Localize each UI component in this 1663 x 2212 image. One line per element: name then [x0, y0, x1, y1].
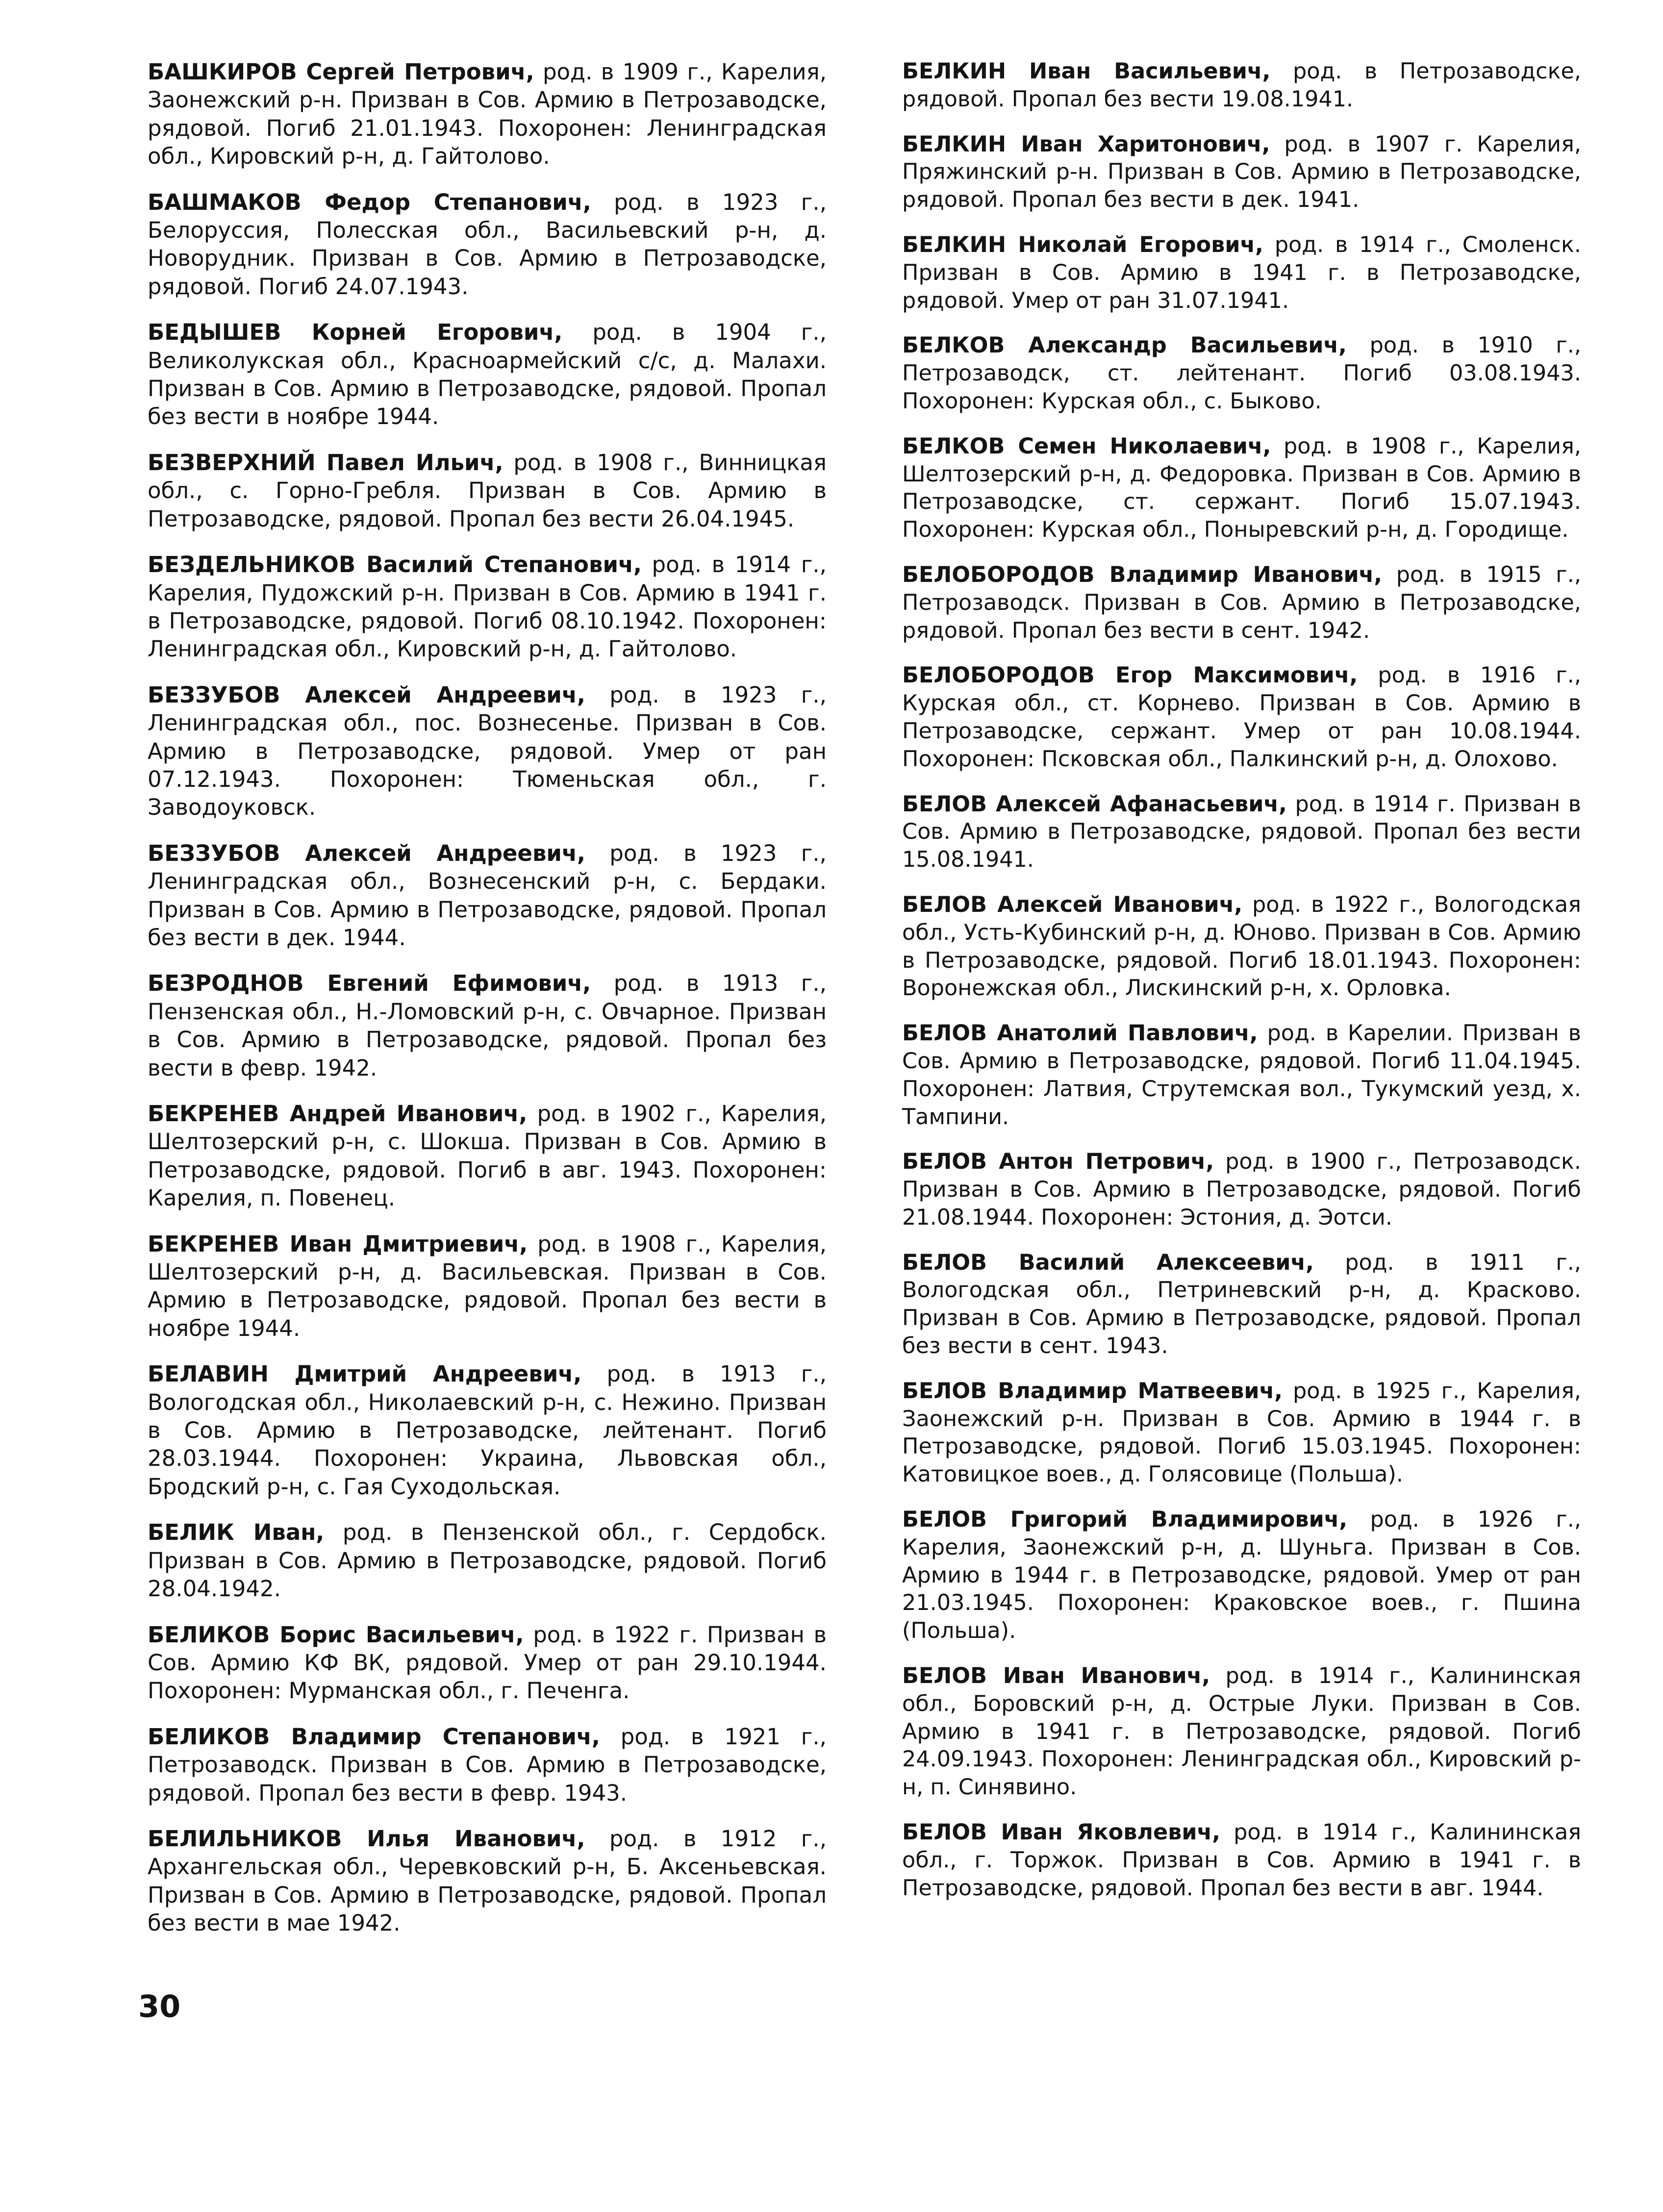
record-entry — [902, 1148, 1581, 1232]
person-name: БЕЛОВ Алексей Афанасьевич, — [902, 791, 1287, 817]
person-name: БЕЗВЕРХНИЙ Павел Ильич, — [148, 449, 504, 476]
person-name: БЕЛОВ Алексей Иванович, — [902, 892, 1243, 917]
record-entry — [902, 1506, 1581, 1645]
record-entry — [148, 58, 827, 171]
record-details: род. в 1922 г. Призван в Сов. Армию КФ ВК, рядовой. Умер от ран 29.10.1944. Похоронен: Мурманская обл., г. Печенга. — [148, 1621, 827, 1704]
person-name: БЕЛИКОВ Владимир Степанович, — [148, 1723, 600, 1750]
record-entry — [148, 1723, 827, 1807]
record-details: род. в 1916 г., Курская обл., ст. Корнево. Призван в Сов. Армию в Петрозаводске, сержант. Умер от ран 10.08.1944. Похоронен: Псковская обл., Палкинский р-н, д. Олохово. — [902, 663, 1581, 772]
record-details: род. в Пензенской обл., г. Сердобск. Призван в Сов. Армию в Петрозаводске, рядовой. Погиб 28.04.1942. — [148, 1519, 827, 1602]
record-details: род. в 1921 г., Петрозаводск. Призван в Сов. Армию в Петрозаводске, рядовой. Пропал без вести в февр. 1943. — [148, 1723, 827, 1806]
record-details: род. в 1915 г., Петрозаводск. Призван в Сов. Армию в Петрозаводске, рядовой. Пропал без вести в сент. 1942. — [902, 562, 1581, 643]
person-name: БЕДЫШЕВ Корней Егорович, — [148, 319, 563, 346]
person-name: БЕЛОВ Иван Иванович, — [902, 1663, 1210, 1689]
record-details: род. в 1914 г., Калининская обл., Боровский р-н, д. Острые Луки. Призван в Сов. Армию в 1941 г. в Петрозаводске, рядовой. Погиб 24.09.1943. Похоронен: Ленинградская обл., Кировский р-н, п. Синявино. — [902, 1663, 1582, 1800]
record-entry — [902, 662, 1581, 773]
person-name: БЕЛКОВ Семен Николаевич, — [902, 433, 1271, 459]
person-name: БЕЛОВ Григорий Владимирович, — [902, 1507, 1348, 1533]
record-entry — [148, 551, 827, 663]
record-entry — [148, 188, 827, 301]
record-entry — [902, 1249, 1581, 1360]
record-entry — [902, 1819, 1581, 1902]
record-details: род. в 1923 г., Ленинградская обл., Вознесенский р-н, с. Бердаки. Призван в Сов. Армию в Петрозаводске, рядовой. Пропал без вести в дек. 1944. — [148, 840, 827, 951]
person-name: БЕЛОВ Антон Петрович, — [902, 1149, 1214, 1175]
record-entry — [902, 1662, 1581, 1802]
record-details: род. в 1900 г., Петрозаводск. Призван в Сов. Армию в Петрозаводске, рядовой. Погиб 21.08.1944. Похоронен: Эстония, д. Эотси. — [902, 1149, 1581, 1230]
person-name: БЕЛАВИН Дмитрий Андреевич, — [148, 1361, 582, 1387]
record-details: род. в 1908 г., Карелия, Шелтозерский р-н, д. Васильевская. Призван в Сов. Армию в Петрозаводске, рядовой. Пропал без вести в ноябре 1944. — [148, 1231, 827, 1341]
person-name: БАШКИРОВ Сергей Петрович, — [148, 59, 534, 85]
record-details: род. в Карелии. Призван в Сов. Армию в Петрозаводске, рядовой. Погиб 11.04.1945. Похоронен: Латвия, Струтемская вол., Тукумский уезд, х. Тампини. — [902, 1021, 1581, 1130]
record-entry — [902, 561, 1581, 645]
record-entry — [902, 891, 1581, 1003]
record-entry — [148, 1100, 827, 1212]
person-name: БЕЗРОДНОВ Евгений Ефимович, — [148, 970, 591, 997]
record-details: род. в 1912 г., Архангельская обл., Черевковский р-н, Б. Аксеньевская. Призван в Сов. Армию в Петрозаводске, рядовой. Пропал без вести в мае 1942. — [148, 1825, 827, 1936]
record-details: род. в 1910 г., Петрозаводск, ст. лейтенант. Погиб 03.08.1943. Похоронен: Курская обл., с. Быково. — [902, 333, 1581, 414]
record-entry — [902, 791, 1581, 874]
person-name: БАШМАКОВ Федор Степанович, — [148, 189, 591, 215]
person-name: БЕЛКИН Николай Егорович, — [902, 232, 1263, 257]
record-entry — [902, 131, 1581, 214]
person-name: БЕЛКОВ Александр Васильевич, — [902, 333, 1347, 358]
record-entry — [148, 839, 827, 952]
record-details: род. в 1922 г., Вологодская обл., Усть-Кубинский р-н, д. Юново. Призван в Сов. Армию в Петрозаводске, рядовой. Погиб 18.01.1943. Похоронен: Воронежская обл., Лискинский р-н, х. Орловка. — [902, 892, 1582, 1001]
person-name: БЕЛИКОВ Борис Васильевич, — [148, 1621, 524, 1648]
record-details: род. в 1911 г., Вологодская обл., Петриневский р-н, д. Красково. Призван в Сов. Армию в Петрозаводске, рядовой. Пропал без вести в сент. 1943. — [902, 1250, 1581, 1359]
record-details: род. в 1908 г., Карелия, Шелтозерский р-н, д. Федоровка. Призван в Сов. Армию в Петрозаводске, ст. сержант. Погиб 15.07.1943. Похоронен: Курская обл., Поныревский р-н, д. Городище. — [902, 433, 1581, 543]
record-entry — [148, 449, 827, 533]
person-name: БЕКРЕНЕВ Иван Дмитриевич, — [148, 1231, 528, 1257]
person-name: БЕЛКИН Иван Харитонович, — [902, 131, 1270, 157]
person-name: БЕКРЕНЕВ Андрей Иванович, — [148, 1101, 528, 1127]
record-details: род. в 1913 г., Пензенская обл., Н.-Ломовский р-н, с. Овчарное. Призван в Сов. Армию в Петрозаводске, рядовой. Пропал без вести в февр. 1942. — [148, 970, 827, 1081]
record-entry — [148, 681, 827, 822]
record-details: род. в 1923 г., Белоруссия, Полесская обл., Васильевский р-н, д. Новорудник. Призван в Сов. Армию в Петрозаводске, рядовой. Погиб 24.07.1943. — [148, 189, 827, 300]
record-entry — [902, 1020, 1581, 1131]
record-entry — [902, 1378, 1581, 1489]
person-name: БЕЗДЕЛЬНИКОВ Василий Степанович, — [148, 552, 642, 578]
record-details: род. в 1902 г., Карелия, Шелтозерский р-н, с. Шокша. Призван в Сов. Армию в Петрозаводске, рядовой. Погиб в авг. 1943. Похоронен: Карелия, п. Повенец. — [148, 1101, 827, 1211]
record-entry — [902, 433, 1581, 544]
person-name: БЕЛОВ Иван Яковлевич, — [902, 1820, 1220, 1845]
person-name: БЕЗЗУБОВ Алексей Андреевич, — [148, 681, 585, 708]
right-column — [902, 58, 1581, 1919]
record-details: род. в 1914 г., Карелия, Пудожский р-н. Призван в Сов. Армию в 1941 г. в Петрозаводске, рядовой. Погиб 08.10.1942. Похоронен: Ленинградская обл., Кировский р-н, д. Гайтолово. — [148, 552, 827, 662]
record-details: род. в 1926 г., Карелия, Заонежский р-н, д. Шуньга. Призван в Сов. Армию в 1944 г. в Петрозаводске, рядовой. Умер от ран 21.03.1945. Похоронен: Краковское воев., г. Пшина (Польша). — [902, 1507, 1581, 1644]
record-details: род. в Петрозаводске, рядовой. Пропал без вести 19.08.1941. — [902, 59, 1581, 112]
person-name: БЕЛОВ Владимир Матвеевич, — [902, 1378, 1283, 1404]
record-details: род. в 1914 г., Смоленск. Призван в Сов. Армию в 1941 г. в Петрозаводске, рядовой. Умер от ран 31.07.1941. — [902, 232, 1582, 313]
person-name: БЕЛОВ Василий Алексеевич, — [902, 1250, 1314, 1275]
record-entry — [902, 332, 1581, 415]
person-name: БЕЛИЛЬНИКОВ Илья Иванович, — [148, 1825, 585, 1852]
record-entry — [902, 58, 1581, 114]
record-entry — [148, 1230, 827, 1343]
record-details: род. в 1913 г., Вологодская обл., Николаевский р-н, с. Нежино. Призван в Сов. Армию в Петрозаводске, лейтенант. Погиб 28.03.1944. Похоронен: Украина, Львовская обл., Бродский р-н, с. Гая Суходольская. — [148, 1361, 827, 1500]
person-name: БЕЛОБОРОДОВ Владимир Иванович, — [902, 562, 1383, 587]
record-entry — [148, 1360, 827, 1501]
person-name: БЕЛИК Иван, — [148, 1519, 325, 1546]
record-details: род. в 1904 г., Великолукская обл., Красноармейский с/с, д. Малахи. Призван в Сов. Армию в Петрозаводске, рядовой. Пропал без вести в ноябре 1944. — [148, 319, 827, 430]
record-details: род. в 1925 г., Карелия, Заонежский р-н. Призван в Сов. Армию в 1944 г. в Петрозаводске, рядовой. Погиб 15.03.1945. Похоронен: Катовицкое воев., д. Голясовице (Польша). — [902, 1378, 1581, 1487]
person-name: БЕЛОБОРОДОВ Егор Максимович, — [902, 663, 1358, 688]
record-details: род. в 1907 г. Карелия, Пряжинский р-н. Призван в Сов. Армию в Петрозаводске, рядовой. Пропал без вести в дек. 1941. — [902, 131, 1581, 213]
page-number: 30 — [138, 1988, 181, 2024]
record-details: род. в 1908 г., Винницкая обл., с. Горно-Гребля. Призван в Сов. Армию в Петрозаводске, рядовой. Пропал без вести 26.04.1945. — [148, 449, 827, 532]
person-name: БЕЗЗУБОВ Алексей Андреевич, — [148, 840, 585, 866]
record-entry — [148, 1621, 827, 1705]
record-entry — [148, 318, 827, 431]
record-details: род. в 1909 г., Карелия, Заонежский р-н. Призван в Сов. Армию в Петрозаводске, рядовой. Погиб 21.01.1943. Похоронен: Ленинградская обл., Кировский р-н, д. Гайтолово. — [148, 59, 827, 170]
person-name: БЕЛОВ Анатолий Павлович, — [902, 1021, 1258, 1046]
record-details: род. в 1914 г. Призван в Сов. Армию в Петрозаводске, рядовой. Пропал без вести 15.08.1941. — [902, 791, 1581, 873]
person-name: БЕЛКИН Иван Васильевич, — [902, 59, 1271, 84]
record-details: род. в 1914 г., Калининская обл., г. Торжок. Призван в Сов. Армию в 1941 г. в Петрозаводске, рядовой. Пропал без вести в авг. 1944. — [902, 1820, 1581, 1901]
record-details: род. в 1923 г., Ленинградская обл., пос. Вознесенье. Призван в Сов. Армию в Петрозаводске, рядовой. Умер от ран 07.12.1943. Похоронен: Тюменьская обл., г. Заводоуковск. — [148, 681, 827, 821]
record-entry — [902, 231, 1581, 315]
left-column — [148, 58, 827, 1955]
record-entry — [148, 1825, 827, 1937]
record-entry — [148, 1518, 827, 1603]
record-entry — [148, 969, 827, 1082]
